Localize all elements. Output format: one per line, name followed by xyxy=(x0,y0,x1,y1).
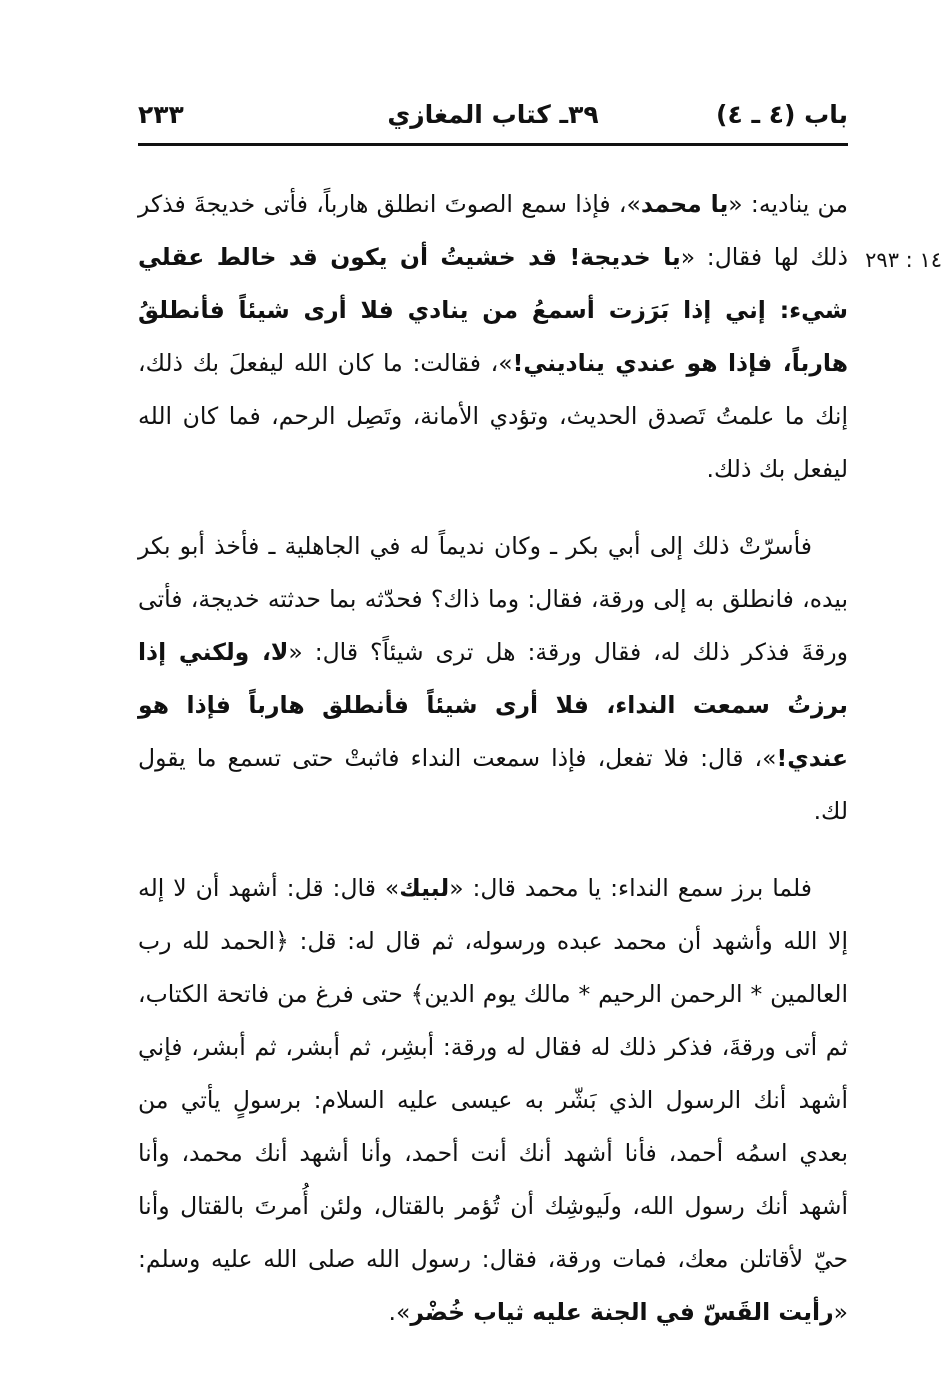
text-segment: من يناديه: « xyxy=(728,190,848,218)
body-text xyxy=(138,178,848,1339)
margin-reference: ١٤ : ٢٩٣ xyxy=(865,248,942,272)
quoted-speech: لبيك xyxy=(399,874,450,902)
page-header xyxy=(138,92,848,146)
text-segment: »، فقالت: ما كان الله ليفعلَ بك ذلك، إنك ما علمتُ تَصدق الحديث، وتؤدي الأمانة، وتَصِل الرحم، فما كان الله ليفعل بك ذلك. xyxy=(138,349,848,483)
quoted-speech: يا خديجة! قد خشيتُ أن يكون قد خالط عقلي شيء: إني إذا بَرَزت أسمعُ من ينادي فلا أرى شيئاً فأنطلقُ هارباً، فإذا هو عندي يناديني! xyxy=(138,243,848,377)
paragraph xyxy=(138,520,848,838)
paragraph xyxy=(138,178,848,496)
paragraph xyxy=(138,862,848,1339)
page-number: ٢٣٣ xyxy=(138,100,184,129)
text-segment: فلما برز سمع النداء: يا محمد قال: « xyxy=(449,874,812,902)
chapter-reference: باب (٤ ـ ٤) xyxy=(716,100,848,129)
book-title: ٣٩ـ كتاب المغازي xyxy=(387,100,599,129)
quoted-speech: رأيت القَسّ في الجنة عليه ثياب خُضْر xyxy=(410,1298,834,1326)
text-segment: » قال: قل: أشهد أن لا إله إلا الله وأشهد أن محمد عبده ورسوله، ثم قال له: قل: ﴿الحمد لله رب العالمين * الرحمن الرحيم * مالك يوم الدين﴾ حتى فرغ من فاتحة الكتاب، ثم أتى ورقةَ، فذكر ذلك له فقال له ورقة: أبشِر، ثم أبشر، ثم أبشر، فإني أشهد أنك الرسول الذي بَشّر به عيسى عليه السلام: برسولٍ يأتي من بعدي اسمُه أحمد، فأنا أشهد أنك أنت أحمد، وأنا أشهد أنك محمد، وأنا أشهد أنك رسول الله، ولَيوشِك أن تُؤمر بالقتال، ولئن أُمرتَ بالقتال وأنا حيّ لأقاتلن معك، فمات ورقة، فقال: رسول الله صلى الله عليه وسلم: « xyxy=(138,874,848,1326)
quoted-speech: يا محمد xyxy=(640,190,729,218)
header-divider xyxy=(138,143,848,146)
text-segment: ». xyxy=(388,1298,411,1326)
quoted-speech: لا، ولكني إذا برزتُ سمعت النداء، فلا أرى شيئاً فأنطلق هارباً فإذا هو عندي! xyxy=(138,638,848,772)
text-segment: »، قال: فلا تفعل، فإذا سمعت النداء فاثبتْ حتى تسمع ما يقول لك. xyxy=(138,744,848,825)
text-segment: فأسرّتْ ذلك إلى أبي بكر ـ وكان نديماً له في الجاهلية ـ فأخذ أبو بكر بيده، فانطلق به إلى ورقة، فقال: وما ذاك؟ فحدّثه بما حدثته خديجة، فأتى ورقةَ فذكر ذلك له، فقال ورقة: هل ترى شيئاً؟ قال: « xyxy=(138,532,848,666)
text-segment: »، فإذا سمع الصوتَ انطلق هارباً، فأتى خديجةَ فذكر ذلك لها فقال: « xyxy=(138,190,848,271)
